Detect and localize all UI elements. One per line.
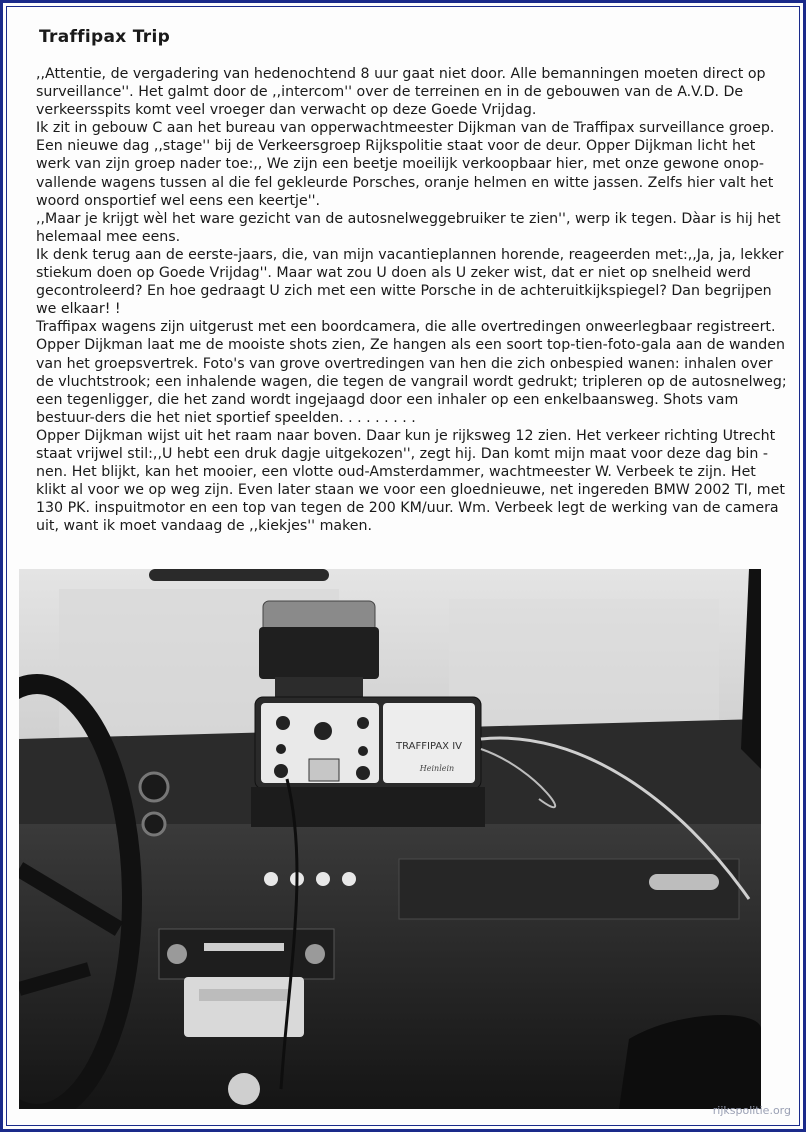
- article-title: Traffipax Trip: [39, 27, 171, 47]
- article-body: ,,Attentie, de vergadering van hedenochtend 8 uur gaat niet door. Alle bemanningen moeten direct op surveillance''. Het galmt door de ,,intercom'' over de terreinen en in de gebouwen van de A.V.D. De verkeersspits komt veel vroeger dan verwacht op deze Goede Vrijdag. Ik zit in gebouw C aan het bureau van opperwachtmeester Dijkman van de Traffipax surveillance groep. Een nieuwe dag ,,stage'' bij de Verkeersgroep Rijkspolitie staat voor de deur. Opper Dijkman licht het werk van zijn groep nader toe:,, We zijn een beetje moeilijk verkoopbaar hier, met onze gewone onop-vallende wagens tussen al die fel gekleurde Porsches, oranje helmen en witte jassen. Zelfs hier valt het woord onsportief wel eens een keertje''. ,,Maar je krijgt wèl het ware gezicht van de autosnelweggebruiker te zien'', werp ik tegen. Dàar is hij het helemaal mee eens. Ik denk terug aan de eerste-jaars, die, van mijn vacantieplannen horende, reageerden met:,,Ja, ja, lekker stiekum doen op Goede Vrijdag''. Maar wat zou U doen als U zeker wist, dat er niet op snelheid werd gecontroleerd? En hoe gedraagt U zich met een witte Porsche in de achteruitkijkspiegel? Dan begrijpen we elkaar! ! Traffipax wagens zijn uitgerust met een boordcamera, die alle overtredingen onweerlegbaar registreert. Opper Dijkman laat me de mooiste shots zien, Ze hangen als een soort top-tien-foto-gala aan de wanden van het groepsvertrek. Foto's van grove overtredingen van hen die zich onbespied wanen: inhalen over de vluchtstrook; een inhalende wagen, die tegen de vangrail wordt gedrukt; tripleren op de autosnelweg; een tegenligger, die het zand wordt ingejaagd door een inhaler op een enkelbaansweg. Shots vam bestuur-ders die het niet sportief speelden. . . . . . . . . Opper Dijkman wijst uit het raam naar boven. Daar kun je rijksweg 12 zien. Het verkeer richting Utrecht staat vrijwel stil:,,U hebt een druk dagje uitgekozen'', zegt hij. Dan komt mijn maat voor deze dag bin - nen. Het blijkt, kan het mooier, een vlotte oud-Amsterdammer, wachtmeester W. Verbeek te zijn. Het klikt al voor we op weg zijn. Even later staan we voor een gloednieuwe, net ingereden BMW 2002 TI, met 130 PK. inspuitmotor en een top van tegen de 200 KM/uur. Wm. Verbeek legt de werking van de camera uit, want ik moet vandaag de ,,kiekjes'' maken.: [36, 66, 787, 535]
- device-brand: Heinlein: [419, 764, 455, 773]
- dashboard-photo: [19, 569, 761, 1109]
- watermark: rijkspolitie.org: [712, 1104, 791, 1117]
- device-label: TRAFFIPAX IV: [396, 741, 462, 752]
- dashboard-photo-drawing: [19, 569, 761, 1109]
